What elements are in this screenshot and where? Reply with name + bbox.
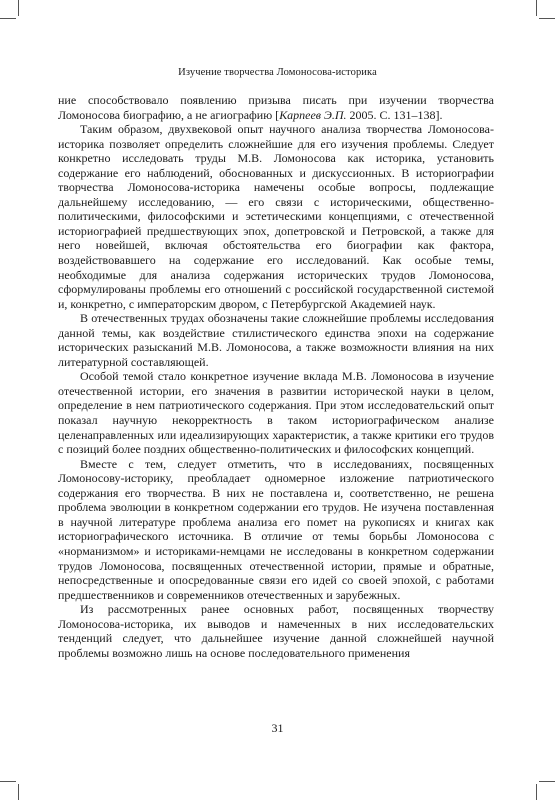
paragraph-2: Таким образом, двухвековой опыт научного анализа творчества Ломоносова-историка позволяет определить сложнейшие для его изучения проблемы. Следует конкретно исследовать труды М.В. Ломоносова как историка, установить содержание его наблюдений, обоснованных и дискуссионных. В историографии творчества Ломоносова-историка намечены особые вопросы, подлежащие дальнейшему исследованию, — его связи с историческими, общественно-политическими, философскими и эстетическими концепциями, с отечественной историографией предшествующих эпох, допетровской и Петровской, а также для него новейшей, включая обстоятельства его биографии как фактора, воздействовавшего на содержание его исследований. Как особые темы, необходимые для анализа содержания исторических трудов Ломоносова, сформулированы проблемы его отношений с российской государственной системой и, конкретно, с императорским двором, с Петербургской Академией наук. [58, 122, 494, 311]
paragraph-3: В отечественных трудах обозначены такие сложнейшие проблемы исследования данной темы, как воздействие стилистического единства эпохи на содержание исторических разысканий М.В. Ломоносова, а также возможности влияния на них литературной составляющей. [58, 311, 494, 369]
crop-mark-right-top [539, 18, 555, 19]
paragraph-1-text: ние способствовало появлению призыва писать при изучении творчества Ломоносова биографию, а не агиографию [ [58, 93, 494, 122]
paragraph-5: Вместе с тем, следует отметить, что в исследованиях, посвященных Ломоносову-историку, преобладает одномерное изложение патриотического содержания его творчества. В них не поставлена и, соответственно, не решена проблема эволюции в конкретном содержании его трудов. Не изучена поставленная в научной литературе проблема анализа его помет на рукописях и книгах как историографического источника. В отличие от темы борьбы Ломоносова с «норманизмом» и историками-немцами не исследованы в конкретном содержании трудов Ломоносова, посвященных отечественной истории, прямые и обратные, непосредственные и опосредованные связи его идей со своей эпохой, с работами предшественников и современников отечественных и зарубежных. [58, 456, 494, 602]
crop-mark-left-top [0, 18, 16, 19]
crop-mark-bottom-right [536, 784, 537, 800]
paragraph-6: Из рассмотренных ранее основных работ, посвященных творчеству Ломоносова-историка, их выводов и намеченных в них исследовательских тенденций следует, что дальнейшее изучение данной сложнейшей научной проблемы возможно лишь на основе последовательного применения [58, 602, 494, 660]
crop-mark-bottom-left [18, 784, 19, 800]
crop-mark-top-left [18, 0, 19, 16]
crop-mark-right-bottom [539, 781, 555, 782]
crop-mark-left-bottom [0, 781, 16, 782]
citation-author: Карпеев Э.П. [279, 107, 347, 122]
citation-source: 2005. С. 131–138]. [346, 107, 443, 122]
body-text [58, 93, 494, 660]
paragraph-1 [58, 93, 494, 122]
page-number: 31 [271, 721, 284, 735]
running-header: Изучение творчества Ломоносова-историка [178, 67, 377, 78]
crop-mark-top-right [536, 0, 537, 16]
paragraph-4: Особой темой стало конкретное изучение вклада М.В. Ломоносова в изучение отечественной истории, его значения в развитии исторической науки в целом, определение в нем патриотического содержания. При этом исследовательский опыт показал научную некорректность в таком историографическом анализе целенаправленных или идеализирующих характеристик, а также критики его трудов с позиций более поздних общественно-политических и философских концепций. [58, 369, 494, 457]
